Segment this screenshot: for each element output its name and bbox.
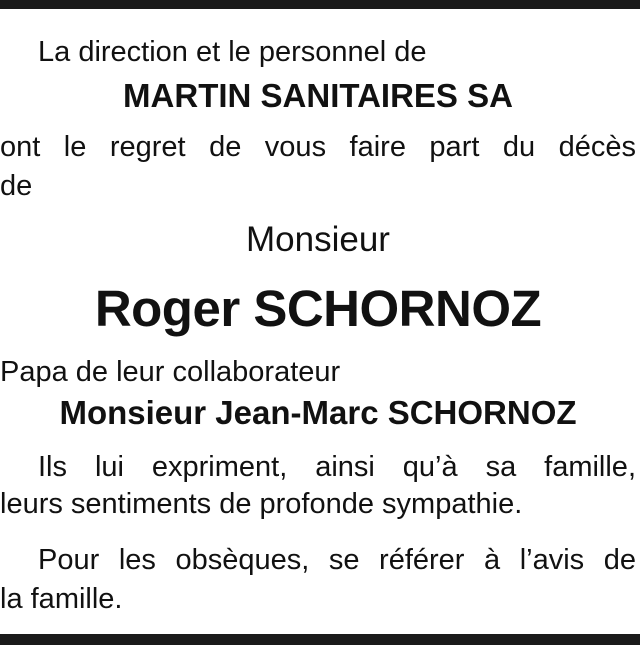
honorific-title: Monsieur [246, 220, 390, 259]
funeral-text-line-1: Pour les obsèques, se référer à l’avis de [38, 544, 636, 576]
sympathy-text-line-1: Ils lui expriment, ainsi qu’à sa famille, [38, 451, 636, 483]
bottom-border-rule [0, 634, 640, 645]
funeral-text-line-2: la famille. [0, 583, 123, 615]
company-name: MARTIN SANITAIRES SA [123, 77, 513, 114]
deceased-name: Roger SCHORNOZ [94, 280, 542, 337]
relation-text: Papa de leur collaborateur [0, 356, 341, 388]
collaborator-name: Monsieur Jean-Marc SCHORNOZ [59, 394, 577, 431]
top-border-rule [0, 0, 640, 9]
regret-text-line-1: ont le regret de vous faire part du décès [0, 131, 636, 163]
sympathy-text-line-2: leurs sentiments de profonde sympathie. [0, 488, 523, 520]
regret-text-line-2: de [0, 170, 33, 202]
intro-text: La direction et le personnel de [38, 36, 427, 68]
